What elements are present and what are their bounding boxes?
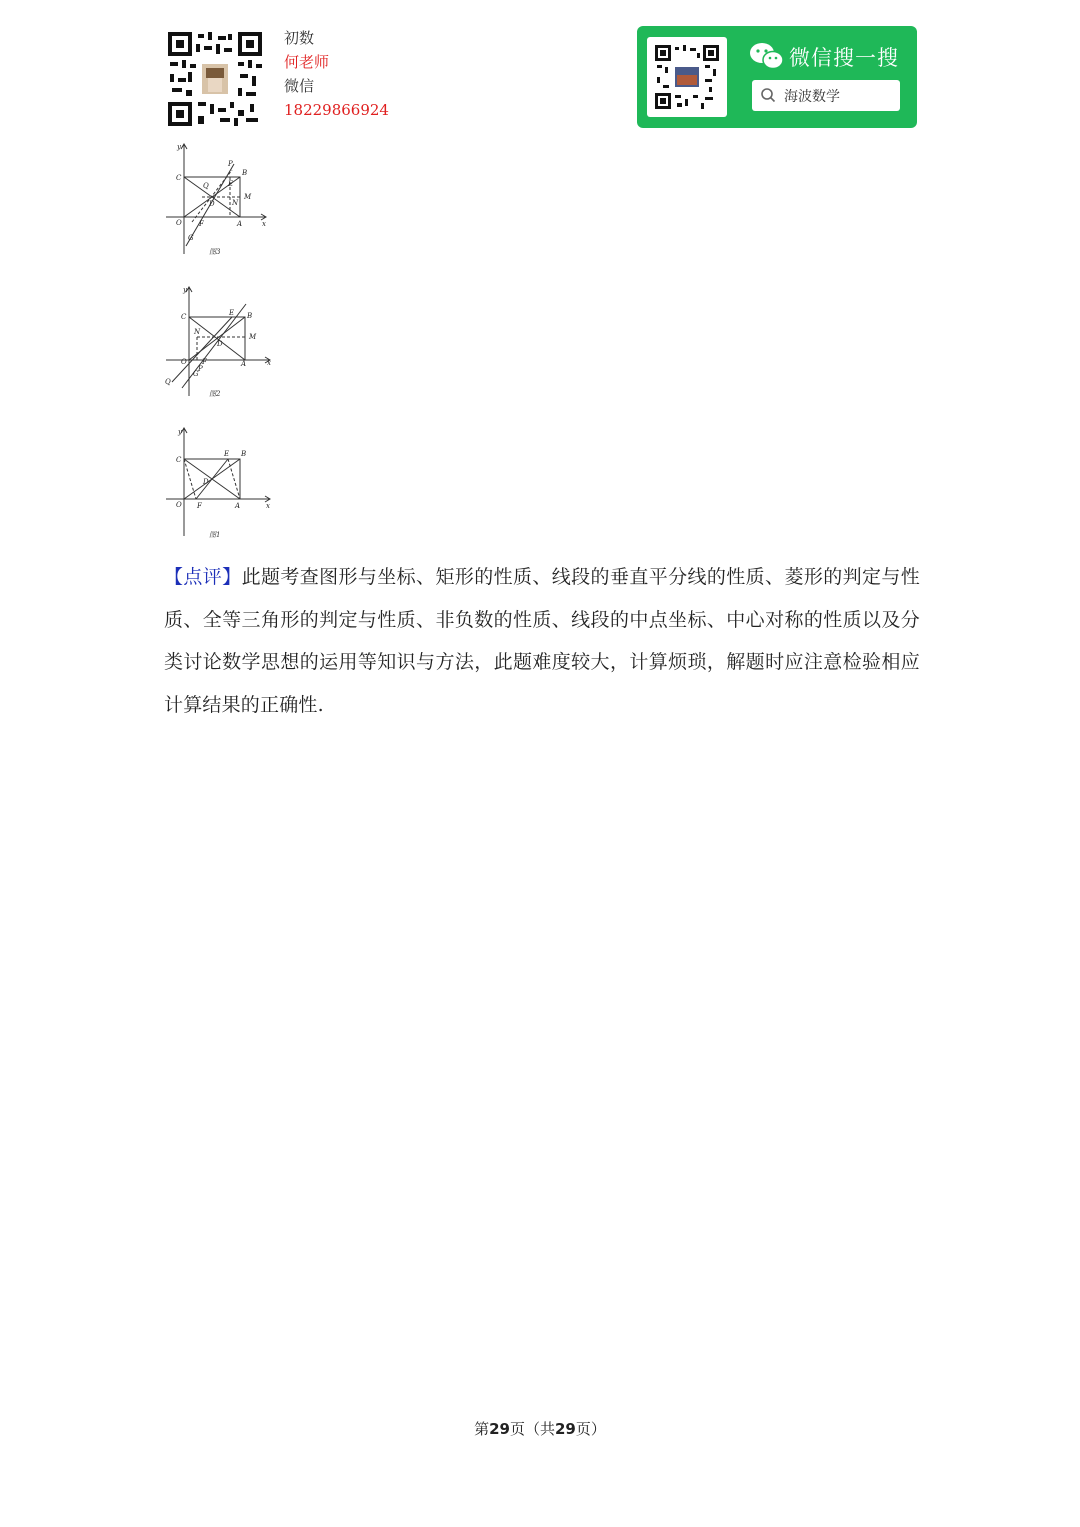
wechat-logo-icon	[749, 41, 785, 71]
svg-text:Q: Q	[165, 378, 171, 386]
svg-text:P: P	[228, 160, 233, 168]
svg-text:x: x	[266, 502, 270, 510]
svg-text:B: B	[241, 450, 247, 458]
footer-prefix: 第	[474, 1420, 490, 1438]
svg-text:A: A	[235, 502, 241, 510]
svg-text:N: N	[194, 328, 201, 336]
svg-text:y: y	[178, 428, 182, 436]
svg-text:D: D	[217, 340, 223, 348]
svg-text:D: D	[209, 200, 215, 208]
figure-3	[162, 142, 272, 264]
footer-middle: 页（共	[509, 1420, 555, 1438]
svg-text:A: A	[237, 220, 243, 228]
wechat-search-title: 微信搜一搜	[789, 46, 899, 70]
comment-paragraph	[164, 556, 920, 726]
figure-3-caption: 图3	[209, 248, 221, 256]
svg-text:Q: Q	[203, 182, 209, 190]
figure-2	[162, 284, 274, 406]
svg-text:A: A	[241, 360, 247, 368]
svg-text:E: E	[229, 309, 235, 317]
svg-text:y: y	[183, 286, 187, 294]
svg-text:E: E	[228, 180, 234, 188]
svg-text:B: B	[242, 169, 248, 177]
svg-text:F: F	[202, 358, 207, 366]
contact-subject: 初数	[284, 29, 315, 47]
svg-text:M: M	[244, 193, 252, 201]
qr-code-wechat	[655, 45, 719, 109]
svg-text:x: x	[267, 359, 271, 367]
footer-total-pages: 29	[555, 1420, 576, 1438]
svg-text:C: C	[176, 174, 182, 182]
figure-1-caption: 图1	[209, 531, 221, 539]
svg-text:N: N	[232, 199, 239, 207]
svg-text:B: B	[247, 312, 253, 320]
contact-info	[284, 26, 389, 122]
page-footer	[0, 1418, 1080, 1439]
svg-text:E: E	[224, 450, 230, 458]
svg-text:F: F	[197, 502, 202, 510]
wechat-search-text: 海波数学	[784, 89, 840, 105]
svg-text:C: C	[176, 456, 182, 464]
footer-page-number: 29	[489, 1420, 510, 1438]
contact-teacher: 何老师	[284, 53, 330, 71]
svg-text:x: x	[262, 220, 266, 228]
comment-tag: 【点评】	[164, 566, 242, 588]
wechat-search-card	[637, 26, 917, 128]
contact-phone: 18229866924	[284, 101, 389, 119]
svg-text:D: D	[203, 478, 209, 486]
svg-text:G: G	[188, 234, 194, 242]
search-icon	[760, 87, 776, 103]
svg-text:O: O	[176, 219, 182, 227]
contact-wechat-label: 微信	[284, 77, 315, 95]
svg-text:F: F	[199, 220, 204, 228]
wechat-search-box	[752, 80, 900, 111]
figure-1	[162, 424, 274, 546]
qr-code-contact	[168, 32, 262, 126]
svg-text:O: O	[181, 358, 187, 366]
footer-suffix: 页）	[575, 1420, 606, 1438]
comment-text: 此题考查图形与坐标、矩形的性质、线段的垂直平分线的性质、菱形的判定与性质、全等三角形的判定与性质、非负数的性质、线段的中点坐标、中心对称的性质以及分类讨论数学思想的运用等知识与方法，此题难度较大，计算烦琐，解题时应注意检验相应计算结果的正确性.	[164, 566, 920, 716]
svg-text:G: G	[193, 370, 199, 378]
svg-text:P: P	[198, 365, 203, 373]
wechat-qr-frame	[647, 37, 727, 117]
svg-text:M: M	[249, 333, 257, 341]
svg-text:C: C	[181, 313, 187, 321]
svg-text:O: O	[176, 501, 182, 509]
figure-2-caption: 图2	[209, 390, 221, 398]
svg-text:y: y	[177, 143, 181, 151]
